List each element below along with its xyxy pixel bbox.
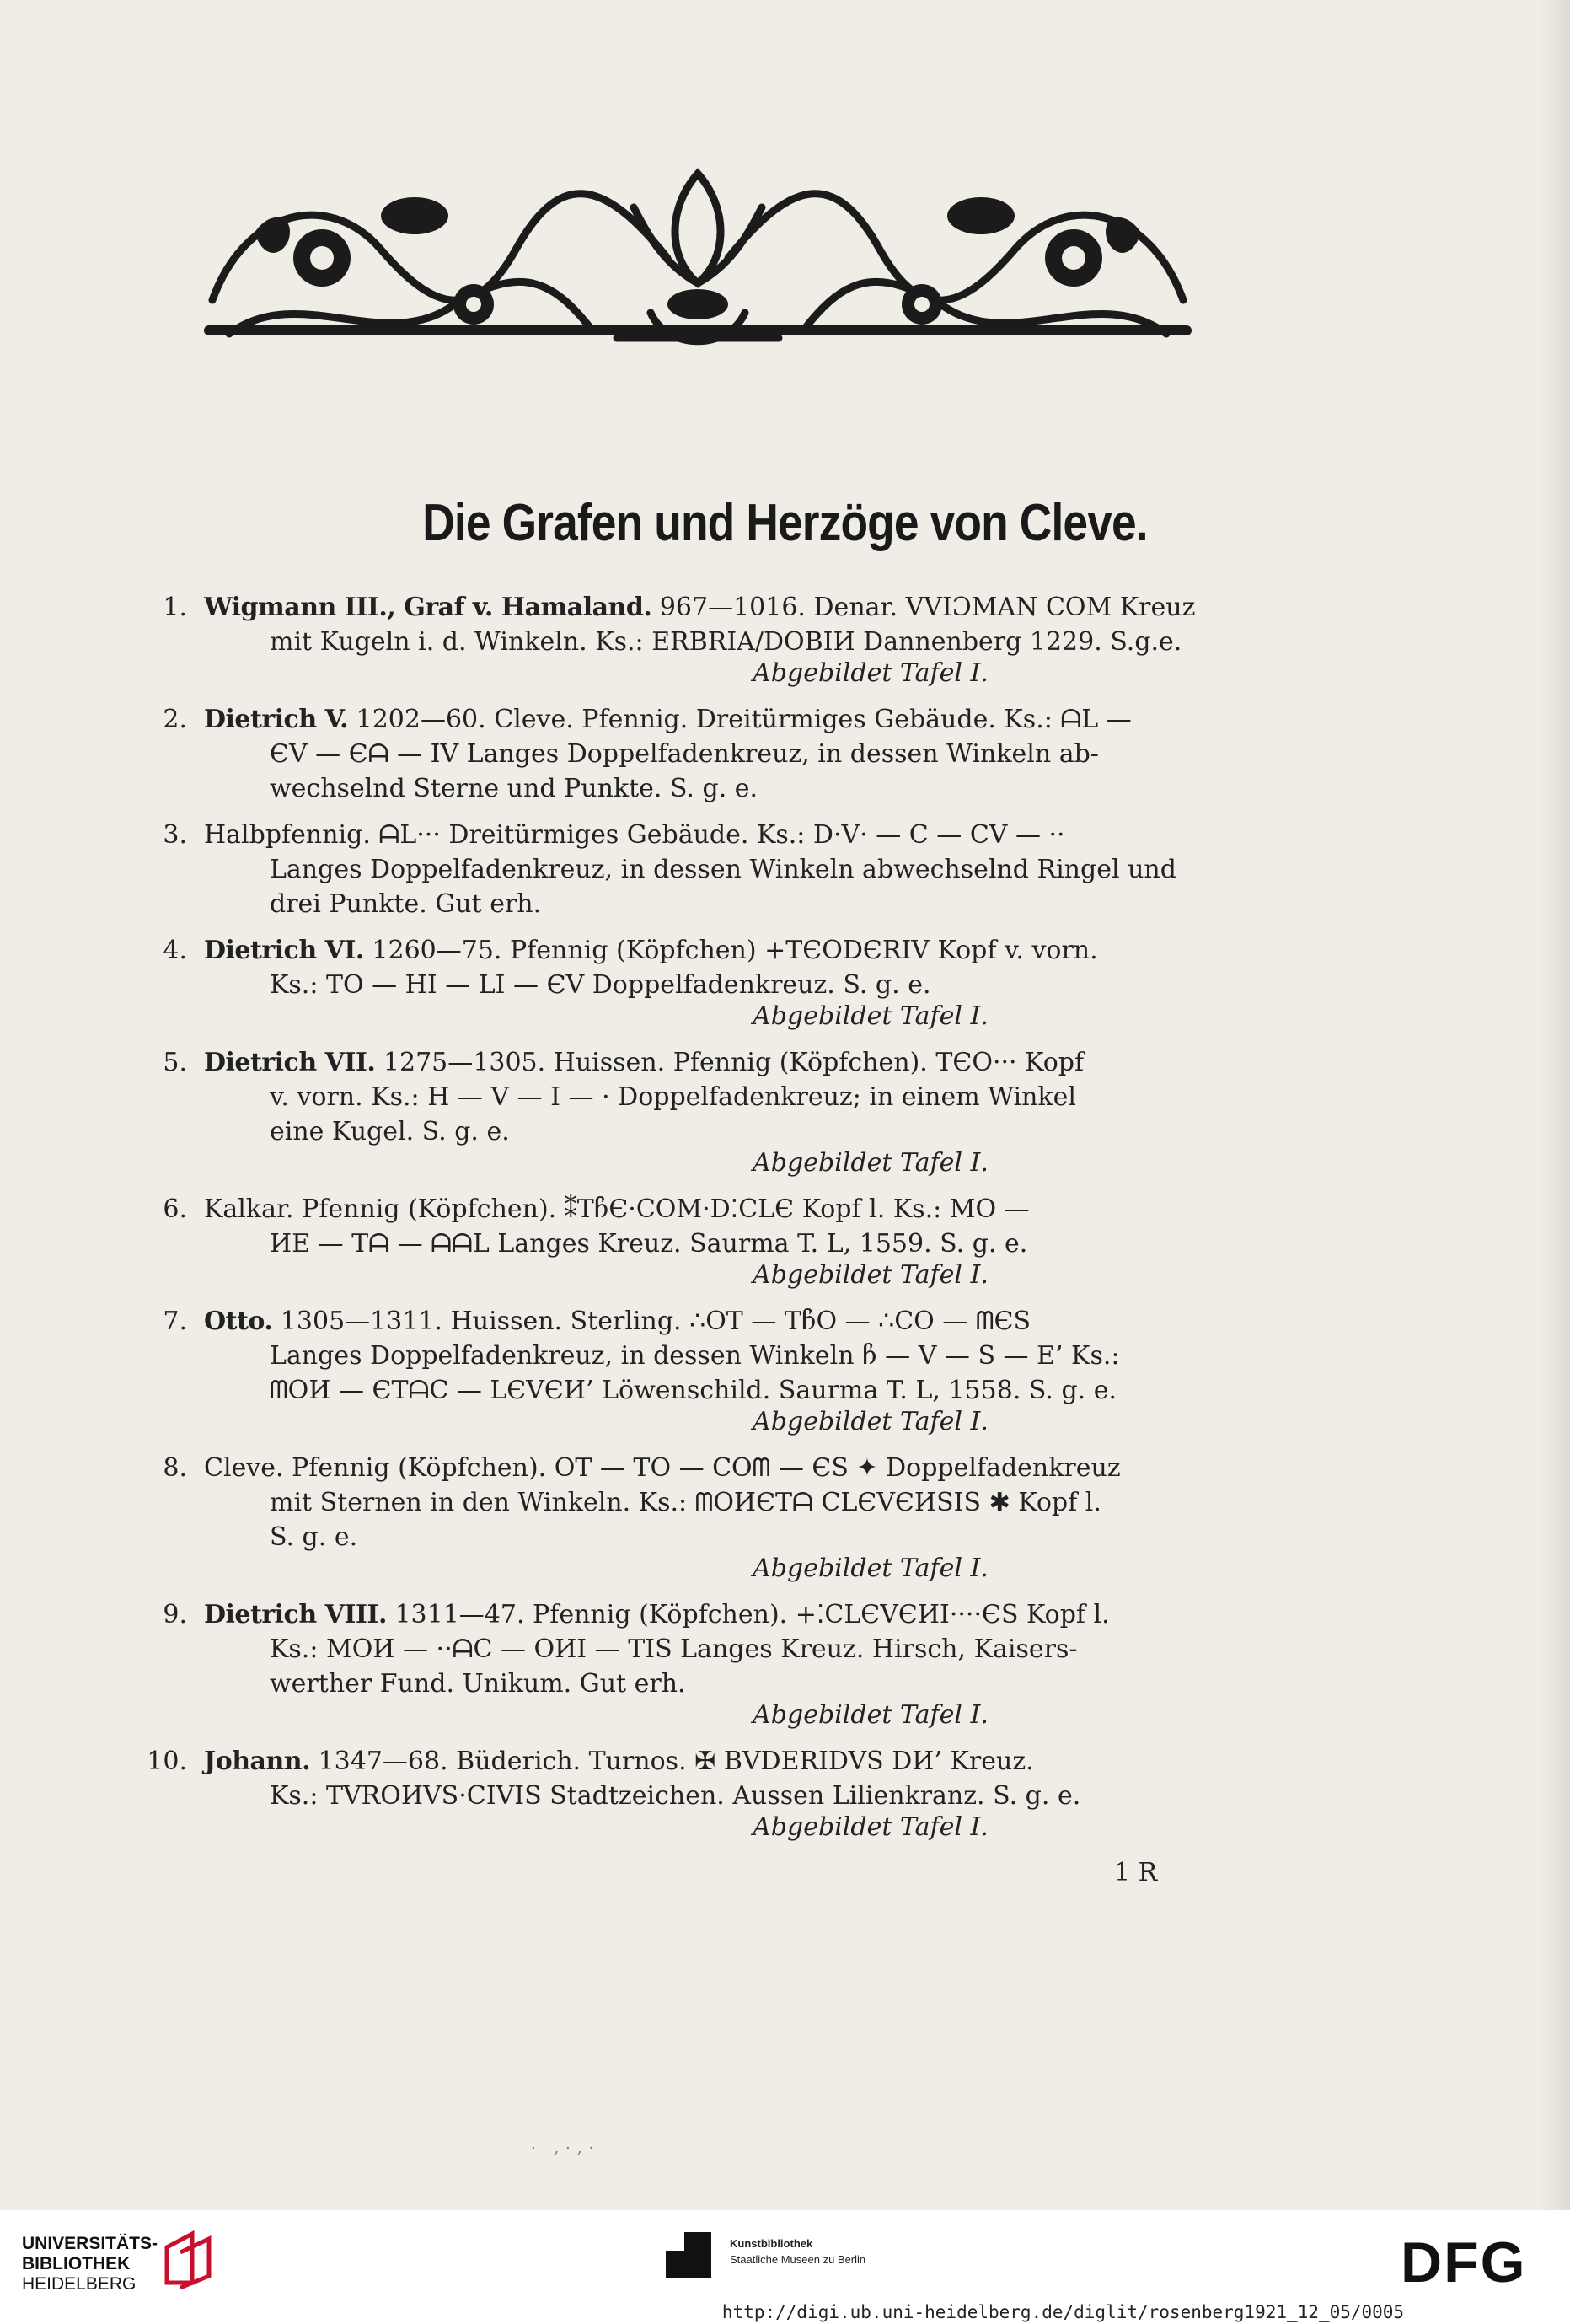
entry-line	[204, 702, 1244, 737]
figure-reference	[143, 1258, 1370, 1292]
paper-specks: · ,·,·	[531, 2139, 601, 2157]
logo-line: Staatliche Museen zu Berlin	[730, 2253, 866, 2266]
entry-line	[270, 1339, 1244, 1373]
entry-line	[270, 1520, 1244, 1554]
kunstbibliothek-mark-icon	[666, 2232, 711, 2278]
entry-text: Halbpfennig. ᗩL··· Dreitürmiges Gebäude. Ks.: D·V· — C — CV — ··	[204, 820, 1065, 850]
ruler-name: Dietrich VI.	[204, 936, 364, 965]
entry-text: Kalkar. Pfennig (Köpfchen). ⁑TჩЄ·COM·D⁚CLЄ Kopf l. Ks.: MO —	[204, 1194, 1030, 1224]
entry-line	[204, 1304, 1244, 1339]
figure-reference-text: Abgebildet Tafel I.	[753, 658, 989, 688]
ruler-name: Wigmann III., Graf v. Hamaland.	[204, 593, 652, 622]
entry-number: 6.	[163, 1194, 187, 1224]
entry-line	[270, 1632, 1244, 1667]
entry-text: Langes Doppelfadenkreuz, in dessen Winkeln ჩ — V — S — E’ Ks.:	[270, 1341, 1120, 1371]
entry-number: 4.	[163, 936, 187, 965]
entry-number: 2.	[163, 705, 187, 734]
entry-text: mit Kugeln i. d. Winkeln. Ks.: ERBRIA/DOBIИ Dannenberg 1229. S.g.e.	[270, 627, 1182, 657]
entry-number: 3.	[163, 820, 187, 850]
entry-text: 1275—1305. Huissen. Pfennig (Köpfchen). TЄO··· Kopf	[383, 1048, 1085, 1077]
entry-text: wechselnd Sterne und Punkte. S. g. e.	[270, 774, 758, 803]
ruler-name: Dietrich VII.	[204, 1048, 376, 1077]
entry-text: S. g. e.	[270, 1522, 358, 1552]
entry-text: werther Fund. Unikum. Gut erh.	[270, 1669, 686, 1699]
figure-reference	[143, 1404, 1370, 1439]
entry-text: 1202—60. Cleve. Pfennig. Dreitürmiges Gebäude. Ks.: ᗩL —	[356, 705, 1132, 734]
entry-line	[204, 818, 1244, 852]
figure-reference-text: Abgebildet Tafel I.	[753, 1001, 989, 1031]
entry-text: ИE — Tᗩ — ᗩᗩL Langes Kreuz. Saurma T. L, 1559. S. g. e.	[270, 1229, 1028, 1259]
entry-number: 5.	[163, 1048, 187, 1077]
catalog-entry	[143, 1045, 1244, 1180]
entry-line	[204, 933, 1244, 968]
logo-line: UNIVERSITÄTS-	[22, 2234, 158, 2253]
entry-number: 1.	[163, 593, 187, 622]
logo-line: BIBLIOTHEK	[22, 2254, 131, 2273]
entry-line	[270, 1080, 1244, 1114]
page-title: Die Grafen und Herzöge von Cleve.	[422, 494, 1148, 552]
entry-line	[270, 1779, 1244, 1813]
entry-line	[270, 852, 1244, 887]
figure-reference-text: Abgebildet Tafel I.	[753, 1554, 989, 1583]
entry-text: 967—1016. Denar. VVIƆMAN COM Kreuz	[659, 593, 1196, 622]
entry-text: 1305—1311. Huissen. Sterling. ∴OT — TჩO — ∴CO — ᗰЄS	[280, 1307, 1031, 1336]
figure-reference	[143, 1146, 1370, 1180]
entry-text: Langes Doppelfadenkreuz, in dessen Winkeln abwechselnd Ringel und	[270, 855, 1176, 884]
entry-text: eine Kugel. S. g. e.	[270, 1117, 510, 1146]
catalog-entry	[143, 933, 1244, 1033]
entry-text: drei Punkte. Gut erh.	[270, 889, 542, 919]
entry-number: 7.	[163, 1307, 187, 1336]
ruler-name: Dietrich V.	[204, 705, 349, 734]
figure-reference	[143, 656, 1370, 690]
entry-number: 9.	[163, 1600, 187, 1629]
entry-line	[270, 1226, 1244, 1261]
ruler-name: Johann.	[204, 1747, 311, 1776]
entry-number: 8.	[163, 1453, 187, 1483]
source-url[interactable]: http://digi.ub.uni-heidelberg.de/diglit/rosenberg1921_12_05/0005	[721, 2302, 1405, 2322]
figure-reference	[143, 1698, 1370, 1732]
dfg-logo[interactable]: DFG	[1401, 2230, 1527, 2294]
logo-line: HEIDELBERG	[22, 2274, 137, 2294]
entry-text: ЄV — Єᗩ — IV Langes Doppelfadenkreuz, in dessen Winkeln ab-	[270, 739, 1099, 769]
entry-text: Ks.: TO — HI — LI — ЄV Doppelfadenkreuz. S. g. e.	[270, 970, 931, 1000]
entry-line	[270, 771, 1244, 806]
catalog-entry	[143, 1744, 1244, 1844]
figure-reference	[143, 1551, 1370, 1586]
figure-reference	[143, 1810, 1370, 1844]
entry-line	[204, 1192, 1244, 1226]
catalog-entry	[143, 590, 1244, 690]
catalog-entry	[143, 818, 1244, 921]
source-url-bar	[0, 2301, 1570, 2324]
entry-text: v. vorn. Ks.: H — V — I — · Doppelfadenkreuz; in einem Winkel	[270, 1082, 1076, 1112]
entry-line	[270, 968, 1244, 1002]
catalog-entry	[143, 1597, 1244, 1732]
catalog-entry	[143, 702, 1244, 806]
entry-line	[204, 1451, 1244, 1485]
entry-text: Ks.: TVROИVS·CIVIS Stadtzeichen. Aussen Lilienkranz. S. g. e.	[270, 1781, 1081, 1811]
entry-number: 10.	[147, 1747, 187, 1776]
entry-text: 1347—68. Büderich. Turnos. ✠ BVDERIDVS DИ’ Kreuz.	[318, 1747, 1034, 1776]
entry-line	[204, 1597, 1244, 1632]
catalog-entry	[143, 1192, 1244, 1292]
entry-text: ᗰOИ — ЄTᗩC — LЄVЄИ’ Löwenschild. Saurma T. L, 1558. S. g. e.	[270, 1376, 1117, 1405]
figure-reference-text: Abgebildet Tafel I.	[753, 1148, 989, 1178]
entry-text: Ks.: MOИ — ··ᗩC — OИI — TIS Langes Kreuz. Hirsch, Kaisers-	[270, 1634, 1078, 1664]
kunstbibliothek-logo[interactable]	[730, 2235, 865, 2268]
entry-line	[270, 1114, 1244, 1149]
catalog-entry	[143, 1451, 1244, 1586]
figure-reference-text: Abgebildet Tafel I.	[753, 1812, 989, 1842]
entry-line	[204, 590, 1244, 625]
entry-text: 1311—47. Pfennig (Köpfchen). +⁚CLЄVЄИI····ЄS Kopf l.	[394, 1600, 1110, 1629]
entry-line	[270, 887, 1244, 921]
figure-reference-text: Abgebildet Tafel I.	[753, 1700, 989, 1730]
catalog-entry	[143, 1304, 1244, 1439]
figure-reference-text: Abgebildet Tafel I.	[753, 1260, 989, 1290]
entry-line	[270, 1485, 1244, 1520]
entry-line	[204, 1744, 1244, 1779]
catalog-entries	[143, 590, 1244, 1856]
entry-line	[270, 1373, 1244, 1408]
figure-reference	[143, 999, 1370, 1033]
entry-text: mit Sternen in den Winkeln. Ks.: ᗰOИЄTᗩ CLЄVЄИSIS ✱ Kopf l.	[270, 1488, 1101, 1517]
logo-line: Kunstbibliothek	[730, 2237, 813, 2250]
ub-heidelberg-mark-icon	[155, 2227, 219, 2291]
signature-mark: 1 R	[1114, 1858, 1158, 1887]
university-library-logo[interactable]	[22, 2234, 158, 2294]
ruler-name: Otto.	[204, 1307, 273, 1336]
entry-line	[270, 1667, 1244, 1701]
entry-line	[270, 625, 1244, 659]
entry-line	[270, 737, 1244, 771]
ruler-name: Dietrich VIII.	[204, 1600, 387, 1629]
entry-text: Cleve. Pfennig (Köpfchen). OT — TO — COᗰ — ЄS ✦ Doppelfadenkreuz	[204, 1453, 1121, 1483]
entry-line	[204, 1045, 1244, 1080]
ornamental-headpiece	[196, 157, 1200, 362]
entry-text: 1260—75. Pfennig (Köpfchen) +TЄODЄRIV Kopf v. vorn.	[372, 936, 1098, 965]
figure-reference-text: Abgebildet Tafel I.	[753, 1407, 989, 1436]
